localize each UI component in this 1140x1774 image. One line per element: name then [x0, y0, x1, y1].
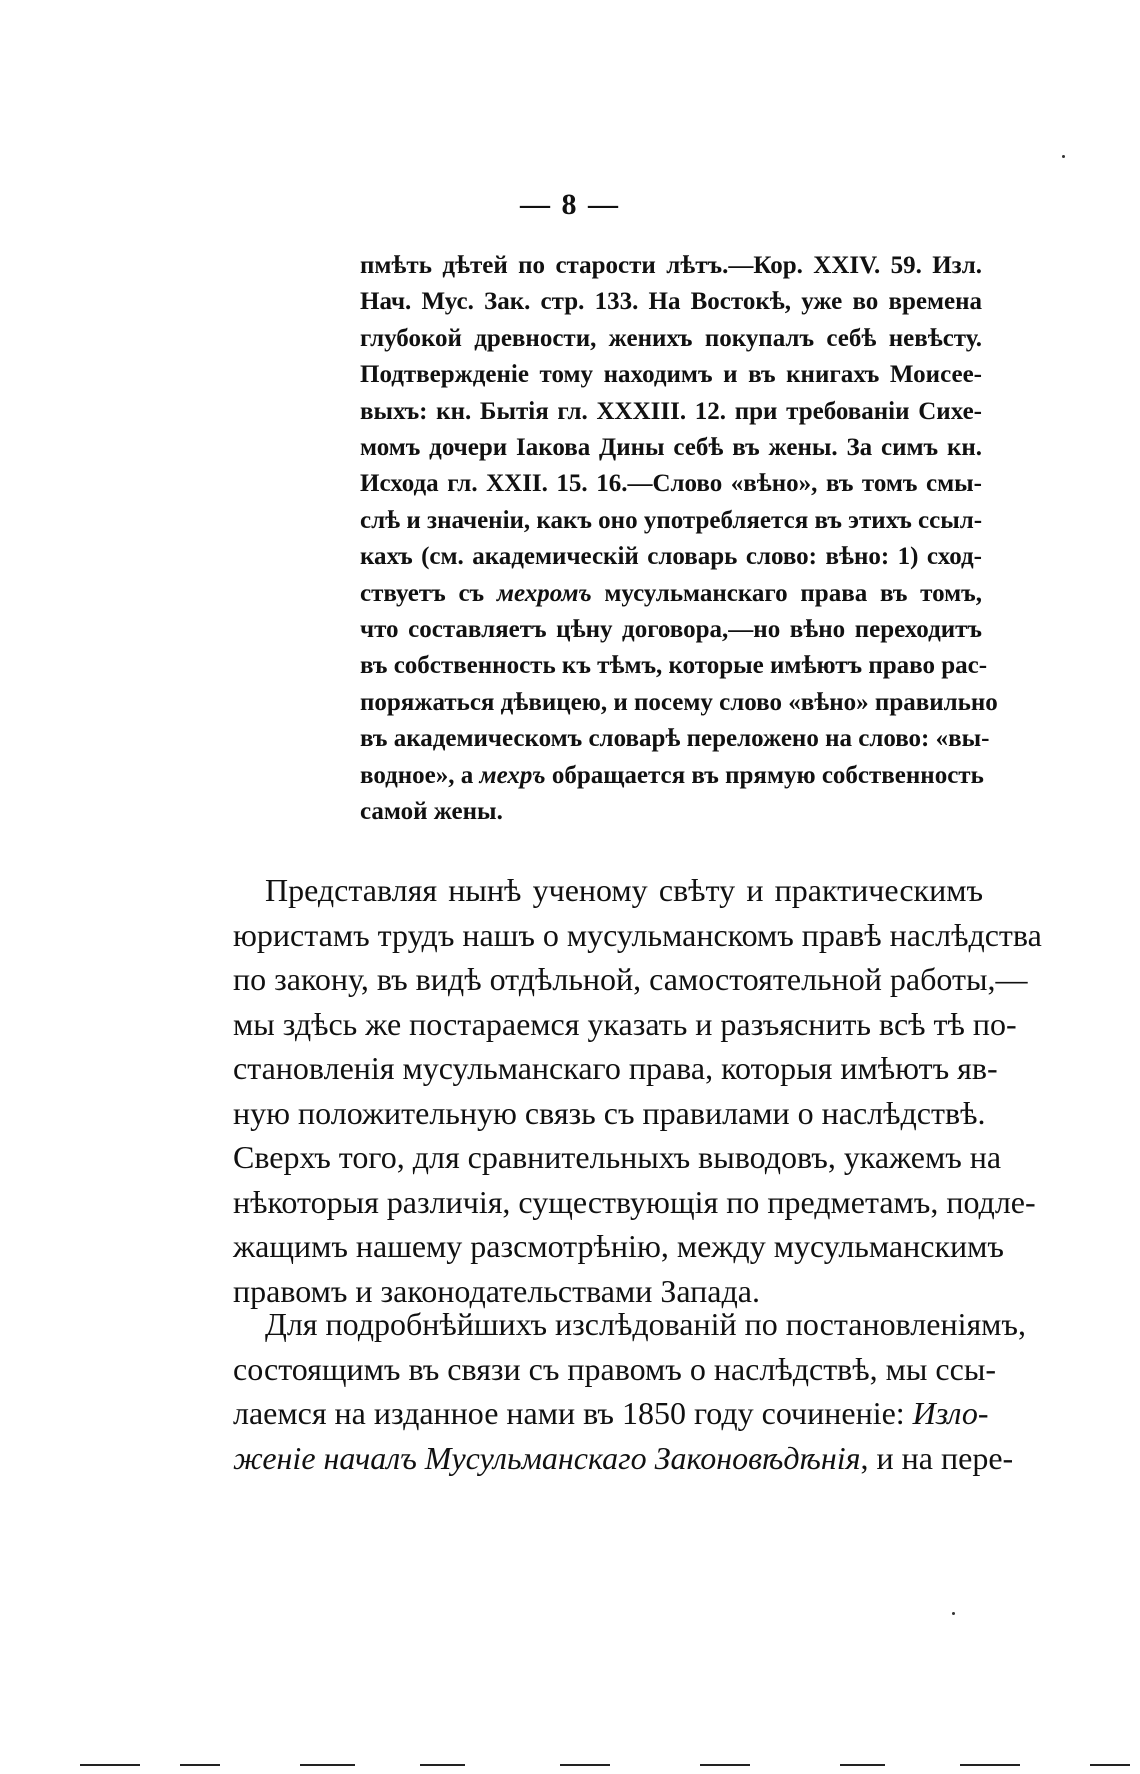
footnote-line: что составляетъ цѣну договора,—но вѣно переходитъ [360, 616, 982, 644]
paragraph-line: Для подробнѣйшихъ изслѣдованій по постановленіямъ, [265, 1306, 1026, 1342]
paragraph-line: правомъ и законодательствами Запада. [233, 1272, 760, 1309]
scan-speck [952, 1612, 955, 1615]
italic-title: Изло- [912, 1395, 989, 1431]
scan-edge-mark [80, 1764, 140, 1766]
paragraph-line: мы здѣсь же постараемся указать и разъяснить всѣ тѣ по- [233, 1005, 1017, 1042]
footnote-block [360, 248, 998, 831]
paragraph-line [233, 1391, 989, 1436]
footnote-line: глубокой древности, женихъ покупалъ себѣ невѣсту. [360, 324, 982, 352]
scan-edge-mark [840, 1764, 885, 1766]
paragraph-line: состоящимъ въ связи съ правомъ о наслѣдствѣ, мы ссы- [233, 1350, 996, 1387]
paragraph-line: жащимъ нашему разсмотрѣнію, между мусульманскимъ [233, 1228, 1004, 1264]
scan-edge-mark [1090, 1764, 1130, 1766]
paragraph-line: Представляя нынѣ ученому свѣту и практическимъ [265, 872, 983, 908]
paragraph-2 [233, 1302, 1026, 1480]
footnote-line: Исхода гл. XXII. 15. 16.—Слово «вѣно», въ томъ смы- [360, 470, 982, 498]
paragraph-line: Сверхъ того, для сравнительныхъ выводовъ, укажемъ на [233, 1139, 1002, 1175]
paragraph-line: юристамъ трудъ нашъ о мусульманскомъ правѣ наслѣдства [233, 916, 1042, 953]
text-run: ствуетъ съ [360, 579, 497, 607]
page-number: — 8 — [520, 188, 620, 221]
footnote-line: пмѣть дѣтей по старости лѣтъ.—Кор. XXIV. 59. Изл. [360, 252, 982, 279]
italic-term: мехръ [479, 761, 546, 789]
footnote-line: слѣ и значеніи, какъ оно употребляется въ этихъ ссыл- [360, 506, 983, 534]
scan-edge-mark [180, 1764, 220, 1766]
footnote-line: поряжаться дѣвицею, и посему слово «вѣно» правильно [360, 688, 998, 716]
scan-edge-mark [560, 1764, 610, 1766]
paragraph-line [233, 1436, 1014, 1481]
footnote-line: выхъ: кн. Бытія гл. XXXIII. 12. при требованіи Сихе- [360, 397, 982, 425]
italic-title: женіе началъ Мусульманскаго Законовѣдѣнія [233, 1439, 861, 1476]
text-run: , и на пере- [860, 1439, 1014, 1476]
footnote-line: момъ дочери Іакова Дины себѣ въ жены. За симъ кн. [360, 434, 982, 462]
italic-term: мехромъ [496, 579, 592, 607]
footnote-line: Подтвержденіе тому находимъ и въ книгахъ Моисее- [360, 361, 982, 389]
text-run: мусульманскаго права въ томъ, [591, 579, 982, 607]
footnote-line [360, 576, 982, 612]
footnote-line: самой жены. [360, 798, 503, 826]
scan-edge-mark [300, 1764, 355, 1766]
footnote-line: въ собственность къ тѣмъ, которые имѣютъ право рас- [360, 652, 988, 680]
footnote-line: въ академическомъ словарѣ переложено на слово: «вы- [360, 725, 990, 753]
scan-edge-mark [960, 1764, 1020, 1766]
text-run: водное», а [360, 761, 480, 789]
text-run: обращается въ прямую собственность [545, 761, 984, 789]
scan-speck [1062, 155, 1065, 158]
footnote-line [360, 758, 982, 794]
text-run: лаемся на изданное нами въ 1850 году сочиненіе: [233, 1395, 913, 1431]
scan-edge-mark [700, 1764, 750, 1766]
paragraph-line: становленія мусульманскаго права, которыя имѣютъ яв- [233, 1050, 998, 1086]
scan-edge-mark [420, 1764, 465, 1766]
paragraph-line: ную положительную связь съ правилами о наслѣдствѣ. [233, 1094, 986, 1131]
paragraph-line: по закону, въ видѣ отдѣльной, самостоятельной работы,— [233, 961, 1028, 997]
paragraph-1 [233, 868, 1042, 1313]
paragraph-line: нѣкоторыя различія, существующія по предметамъ, подле- [233, 1183, 1036, 1220]
footnote-line: Нач. Мус. Зак. стр. 133. На Востокѣ, уже во времена [360, 288, 982, 316]
footnote-line: кахъ (см. академическій словарь слово: вѣно: 1) сход- [360, 543, 982, 571]
